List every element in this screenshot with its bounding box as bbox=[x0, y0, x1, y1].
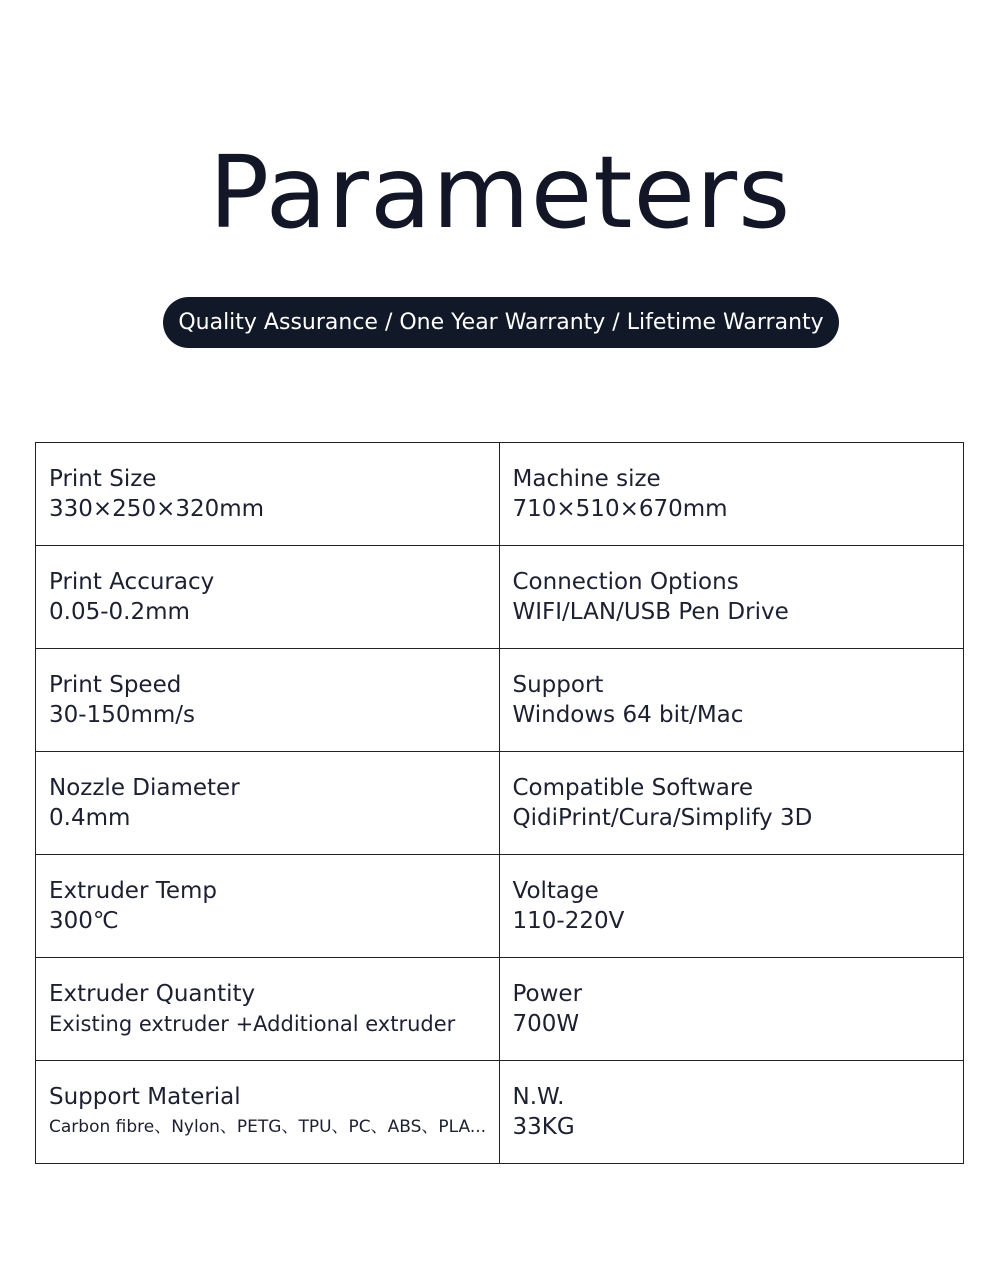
param-value: 0.05-0.2mm bbox=[49, 599, 190, 625]
param-label: Nozzle Diameter bbox=[49, 775, 240, 801]
param-cell bbox=[36, 546, 500, 648]
param-cell bbox=[500, 546, 964, 648]
param-label: Voltage bbox=[512, 878, 599, 904]
param-value: 33KG bbox=[512, 1114, 575, 1140]
param-cell bbox=[36, 443, 500, 545]
param-value: Windows 64 bit/Mac bbox=[512, 702, 744, 728]
param-cell bbox=[36, 855, 500, 957]
table-row bbox=[36, 958, 963, 1061]
param-label: Extruder Temp bbox=[49, 878, 218, 904]
param-cell bbox=[36, 958, 500, 1060]
table-row bbox=[36, 546, 963, 649]
param-value: 0.4mm bbox=[49, 805, 131, 831]
table-row bbox=[36, 855, 963, 958]
param-label: Compatible Software bbox=[512, 775, 753, 801]
parameters-table bbox=[35, 442, 964, 1164]
param-value: 110-220V bbox=[512, 908, 625, 934]
param-cell bbox=[36, 752, 500, 854]
param-label: Print Speed bbox=[49, 672, 182, 698]
table-row bbox=[36, 443, 963, 546]
param-cell bbox=[36, 649, 500, 751]
param-label: Power bbox=[512, 981, 583, 1007]
param-label: N.W. bbox=[512, 1084, 565, 1110]
table-row bbox=[36, 752, 963, 855]
param-cell bbox=[500, 855, 964, 957]
param-label: Support bbox=[512, 672, 604, 698]
param-cell bbox=[500, 752, 964, 854]
param-value: WIFI/LAN/USB Pen Drive bbox=[512, 599, 789, 625]
param-value: 330×250×320mm bbox=[49, 496, 265, 522]
param-label: Print Accuracy bbox=[49, 569, 215, 595]
param-value: Existing extruder +Additional extruder bbox=[49, 1012, 456, 1036]
param-cell bbox=[500, 1061, 964, 1163]
param-value: QidiPrint/Cura/Simplify 3D bbox=[512, 805, 813, 831]
param-label: Machine size bbox=[512, 466, 661, 492]
table-row bbox=[36, 1061, 963, 1163]
param-value: 710×510×670mm bbox=[512, 496, 728, 522]
param-label: Extruder Quantity bbox=[49, 981, 256, 1007]
param-value: Carbon fibre、Nylon、PETG、TPU、PC、ABS、PLA... bbox=[49, 1117, 487, 1137]
param-value: 300℃ bbox=[49, 908, 119, 934]
page-title: Parameters bbox=[208, 134, 792, 251]
param-value: 700W bbox=[512, 1011, 580, 1037]
param-cell bbox=[500, 443, 964, 545]
param-label: Support Material bbox=[49, 1084, 241, 1110]
param-label: Connection Options bbox=[512, 569, 739, 595]
warranty-badge: Quality Assurance / One Year Warranty / Lifetime Warranty bbox=[163, 297, 839, 348]
param-cell bbox=[500, 958, 964, 1060]
param-cell bbox=[36, 1061, 500, 1163]
param-value: 30-150mm/s bbox=[49, 702, 196, 728]
param-cell bbox=[500, 649, 964, 751]
table-row bbox=[36, 649, 963, 752]
param-label: Print Size bbox=[49, 466, 157, 492]
